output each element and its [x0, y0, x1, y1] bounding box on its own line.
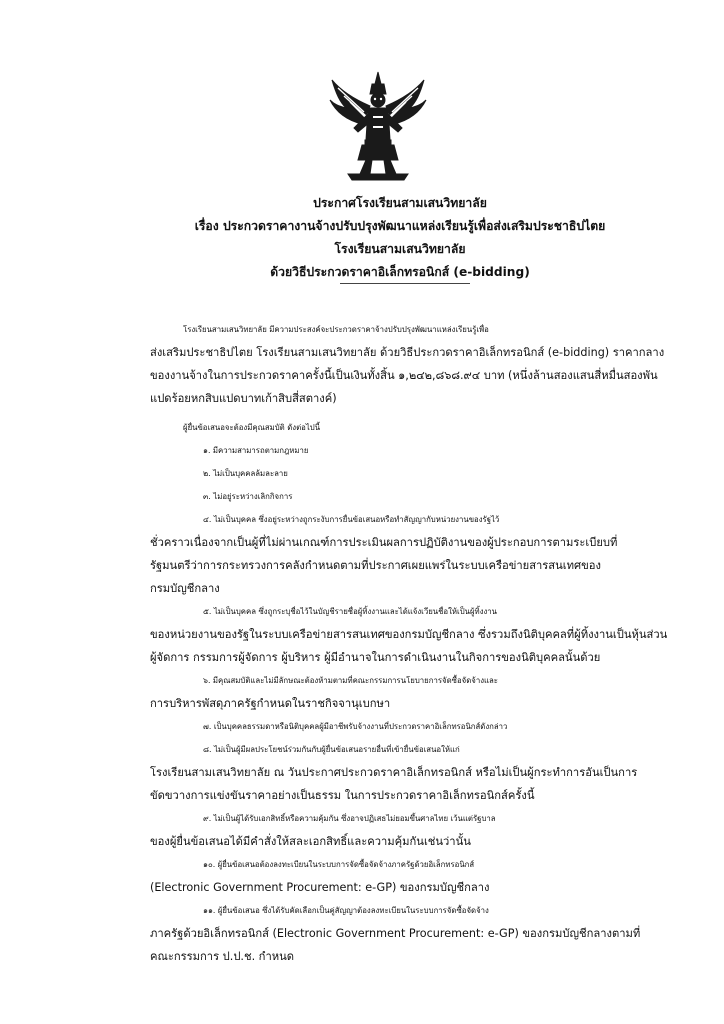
list-item: ๑. มีความสามารถตามกฎหมาย	[203, 446, 309, 455]
body-line: ส่งเสริมประชาธิปไตย โรงเรียนสามเสนวิทยาลัย ด้วยวิธีประกวดราคาอิเล็กทรอนิกส์ (e-bidding) ราคากลาง	[150, 346, 665, 359]
list-item: ๑๑. ผู้ยื่นข้อเสนอ ซึ่งได้รับคัดเลือกเป็นคู่สัญญาต้องลงทะเบียนในระบบการจัดซื้อจัดจ้าง	[203, 906, 489, 915]
body-line: กรมบัญชีกลาง	[150, 582, 220, 595]
body-line: รัฐมนตรีว่าการกระทรวงการคลังกำหนดตามที่ประกาศเผยแพร่ในระบบเครือข่ายสารสนเทศของ	[150, 559, 601, 572]
list-item: ๑๐. ผู้ยื่นข้อเสนอต้องลงทะเบียนในระบบการจัดซื้อจัดจ้างภาครัฐด้วยอิเล็กทรอนิกส์	[203, 860, 475, 869]
list-item: ๖. มีคุณสมบัติและไม่มีลักษณะต้องห้ามตามที่คณะกรรมการนโยบายการจัดซื้อจัดจ้างและ	[203, 676, 498, 685]
list-item: ๘. ไม่เป็นผู้มีผลประโยชน์ร่วมกันกับผู้ยื่นข้อเสนอรายอื่นที่เข้ายื่นข้อเสนอให้แก่	[203, 745, 460, 754]
body-line: (Electronic Government Procurement: e-GP) ของกรมบัญชีกลาง	[150, 881, 490, 894]
body-line: โรงเรียนสามเสนวิทยาลัย ณ วันประกาศประกวดราคาอิเล็กทรอนิกส์ หรือไม่เป็นผู้กระทำการอันเป็นการ	[150, 766, 638, 779]
body-line: ผู้จัดการ กรรมการผู้จัดการ ผู้บริหาร ผู้มีอำนาจในการดำเนินงานในกิจการของนิติบุคคลนั้นด้วย	[150, 651, 601, 664]
list-item: ๒. ไม่เป็นบุคคลล้มละลาย	[203, 469, 288, 478]
header-divider	[340, 283, 470, 284]
list-item: ๔. ไม่เป็นบุคคล ซึ่งอยู่ระหว่างถูกระงับการยื่นข้อเสนอหรือทำสัญญากับหน่วยงานของรัฐไว้	[203, 515, 500, 524]
body-line: ผู้ยื่นข้อเสนอจะต้องมีคุณสมบัติ ดังต่อไปนี้	[183, 423, 321, 432]
school-name: โรงเรียนสามเสนวิทยาลัย	[334, 242, 466, 256]
body-line: ชั่วคราวเนื่องจากเป็นผู้ที่ไม่ผ่านเกณฑ์การประเมินผลการปฏิบัติงานของผู้ประกอบการตามระเบียบที่	[150, 536, 618, 549]
body-line: ภาครัฐด้วยอิเล็กทรอนิกส์ (Electronic Government Procurement: e-GP) ของกรมบัญชีกลางตามที่	[150, 927, 641, 940]
body-line: แปดร้อยหกสิบแปดบาทเก้าสิบสี่สตางค์)	[150, 392, 337, 405]
body-line: โรงเรียนสามเสนวิทยาลัย มีความประสงค์จะประกวดราคาจ้างปรับปรุงพัฒนาแหล่งเรียนรู้เพื่อ	[183, 325, 489, 334]
procurement-method: ด้วยวิธีประกวดราคาอิเล็กทรอนิกส์ (e-bidding)	[270, 265, 530, 279]
list-item: ๕. ไม่เป็นบุคคล ซึ่งถูกระบุชื่อไว้ในบัญชีรายชื่อผู้ทิ้งงานและได้แจ้งเวียนชื่อให้เป็นผู้ทิ้งงาน	[203, 607, 498, 616]
body-line: คณะกรรมการ ป.ป.ช. กำหนด	[150, 950, 295, 963]
list-item: ๓. ไม่อยู่ระหว่างเลิกกิจการ	[203, 492, 293, 501]
garuda-emblem-icon	[328, 70, 428, 182]
list-item: ๗. เป็นบุคคลธรรมดาหรือนิติบุคคลผู้มีอาชีพรับจ้างงานที่ประกวดราคาอิเล็กทรอนิกส์ดังกล่าว	[203, 722, 508, 731]
body-line: ของผู้ยื่นข้อเสนอได้มีคำสั่งให้สละเอกสิทธิ์และความคุ้มกันเช่นว่านั้น	[150, 835, 471, 848]
body-line: ของหน่วยงานของรัฐในระบบเครือข่ายสารสนเทศของกรมบัญชีกลาง ซึ่งรวมถึงนิติบุคคลที่ผู้ทิ้งงานเป็นหุ้นส่วน	[150, 628, 668, 641]
body-line: ของงานจ้างในการประกวดราคาครั้งนี้เป็นเงินทั้งสิ้น ๑,๒๔๒,๘๖๘.๙๔ บาท (หนึ่งล้านสองแสนสี่หมื่นสองพัน	[150, 369, 658, 382]
announcement-subject: เรื่อง ประกวดราคางานจ้างปรับปรุงพัฒนาแหล่งเรียนรู้เพื่อส่งเสริมประชาธิปไตย	[194, 219, 606, 233]
announcement-title: ประกาศโรงเรียนสามเสนวิทยาลัย	[313, 196, 487, 210]
body-line: การบริหารพัสดุภาครัฐกำหนดในราชกิจจานุเบกษา	[150, 697, 391, 710]
list-item: ๙. ไม่เป็นผู้ได้รับเอกสิทธิ์หรือความคุ้มกัน ซึ่งอาจปฏิเสธไม่ยอมขึ้นศาลไทย เว้นแต่รัฐบาล	[203, 814, 496, 823]
body-line: ขัดขวางการแข่งขันราคาอย่างเป็นธรรม ในการประกวดราคาอิเล็กทรอนิกส์ครั้งนี้	[150, 789, 535, 802]
